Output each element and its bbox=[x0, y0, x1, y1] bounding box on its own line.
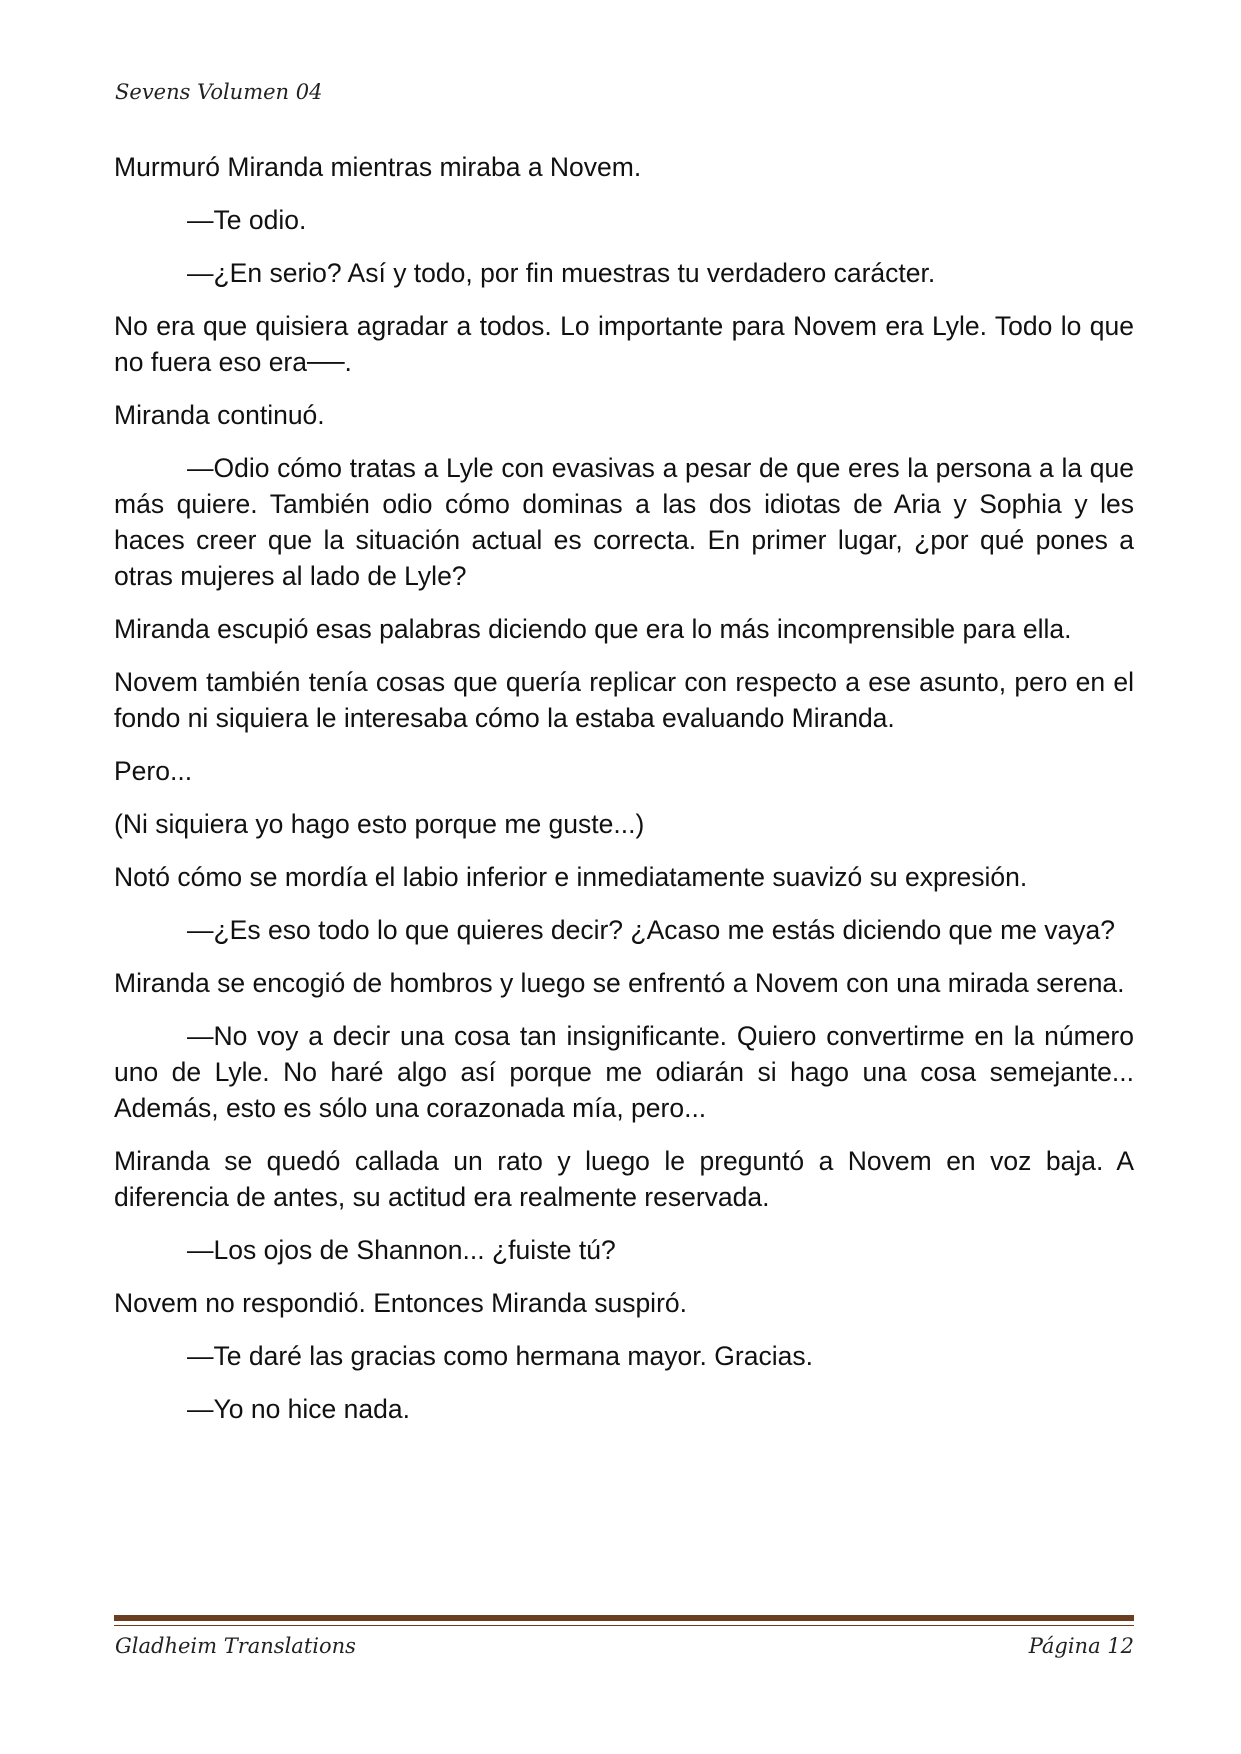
paragraph: —Los ojos de Shannon... ¿fuiste tú? bbox=[187, 1235, 616, 1265]
paragraph: Murmuró Miranda mientras miraba a Novem. bbox=[114, 152, 642, 182]
paragraph: —¿Es eso todo lo que quieres decir? ¿Acaso me estás diciendo que me vaya? bbox=[187, 915, 1116, 945]
paragraph: Pero... bbox=[114, 756, 193, 786]
paragraph: Notó cómo se mordía el labio inferior e inmediatamente suavizó su expresión. bbox=[114, 862, 1028, 892]
paragraph: —¿En serio? Así y todo, por fin muestras tu verdadero carácter. bbox=[187, 258, 936, 288]
paragraph: No era que quisiera agradar a todos. Lo importante para Novem era Lyle. Todo lo que no fuera eso era──. bbox=[114, 311, 1134, 377]
paragraph: —Te odio. bbox=[187, 205, 307, 235]
paragraph: Miranda se quedó callada un rato y luego le preguntó a Novem en voz baja. A diferencia de antes, su actitud era realmente reservada. bbox=[114, 1146, 1134, 1212]
paragraph: —Te daré las gracias como hermana mayor. Gracias. bbox=[187, 1341, 813, 1371]
paragraph: —No voy a decir una cosa tan insignificante. Quiero convertirme en la número uno de Lyle. No haré algo así porque me odiarán si hago una cosa semejante... Además, esto es sólo una corazonada mía, pero... bbox=[114, 1021, 1134, 1123]
footer-divider bbox=[114, 1615, 1134, 1621]
paragraph: —Odio cómo tratas a Lyle con evasivas a pesar de que eres la persona a la que más quiere. También odio cómo dominas a las dos idiotas de Aria y Sophia y les haces creer que la situación actual es correcta. En primer lugar, ¿por qué pones a otras mujeres al lado de Lyle? bbox=[114, 453, 1134, 591]
page-number: Página 12 bbox=[1028, 1634, 1134, 1658]
page-header-title: Sevens Volumen 04 bbox=[115, 80, 323, 104]
paragraph: (Ni siquiera yo hago esto porque me guste...) bbox=[114, 809, 645, 839]
paragraph: Novem no respondió. Entonces Miranda suspiró. bbox=[114, 1288, 687, 1318]
paragraph: —Yo no hice nada. bbox=[187, 1394, 410, 1424]
paragraph: Miranda escupió esas palabras diciendo que era lo más incomprensible para ella. bbox=[114, 614, 1072, 644]
footer-publisher: Gladheim Translations bbox=[115, 1634, 356, 1658]
footer-divider-thin bbox=[114, 1625, 1134, 1626]
paragraph: Miranda se encogió de hombros y luego se enfrentó a Novem con una mirada serena. bbox=[114, 968, 1125, 998]
body-text bbox=[114, 149, 1134, 1444]
paragraph: Miranda continuó. bbox=[114, 400, 325, 430]
paragraph: Novem también tenía cosas que quería replicar con respecto a ese asunto, pero en el fondo ni siquiera le interesaba cómo la estaba evaluando Miranda. bbox=[114, 667, 1134, 733]
